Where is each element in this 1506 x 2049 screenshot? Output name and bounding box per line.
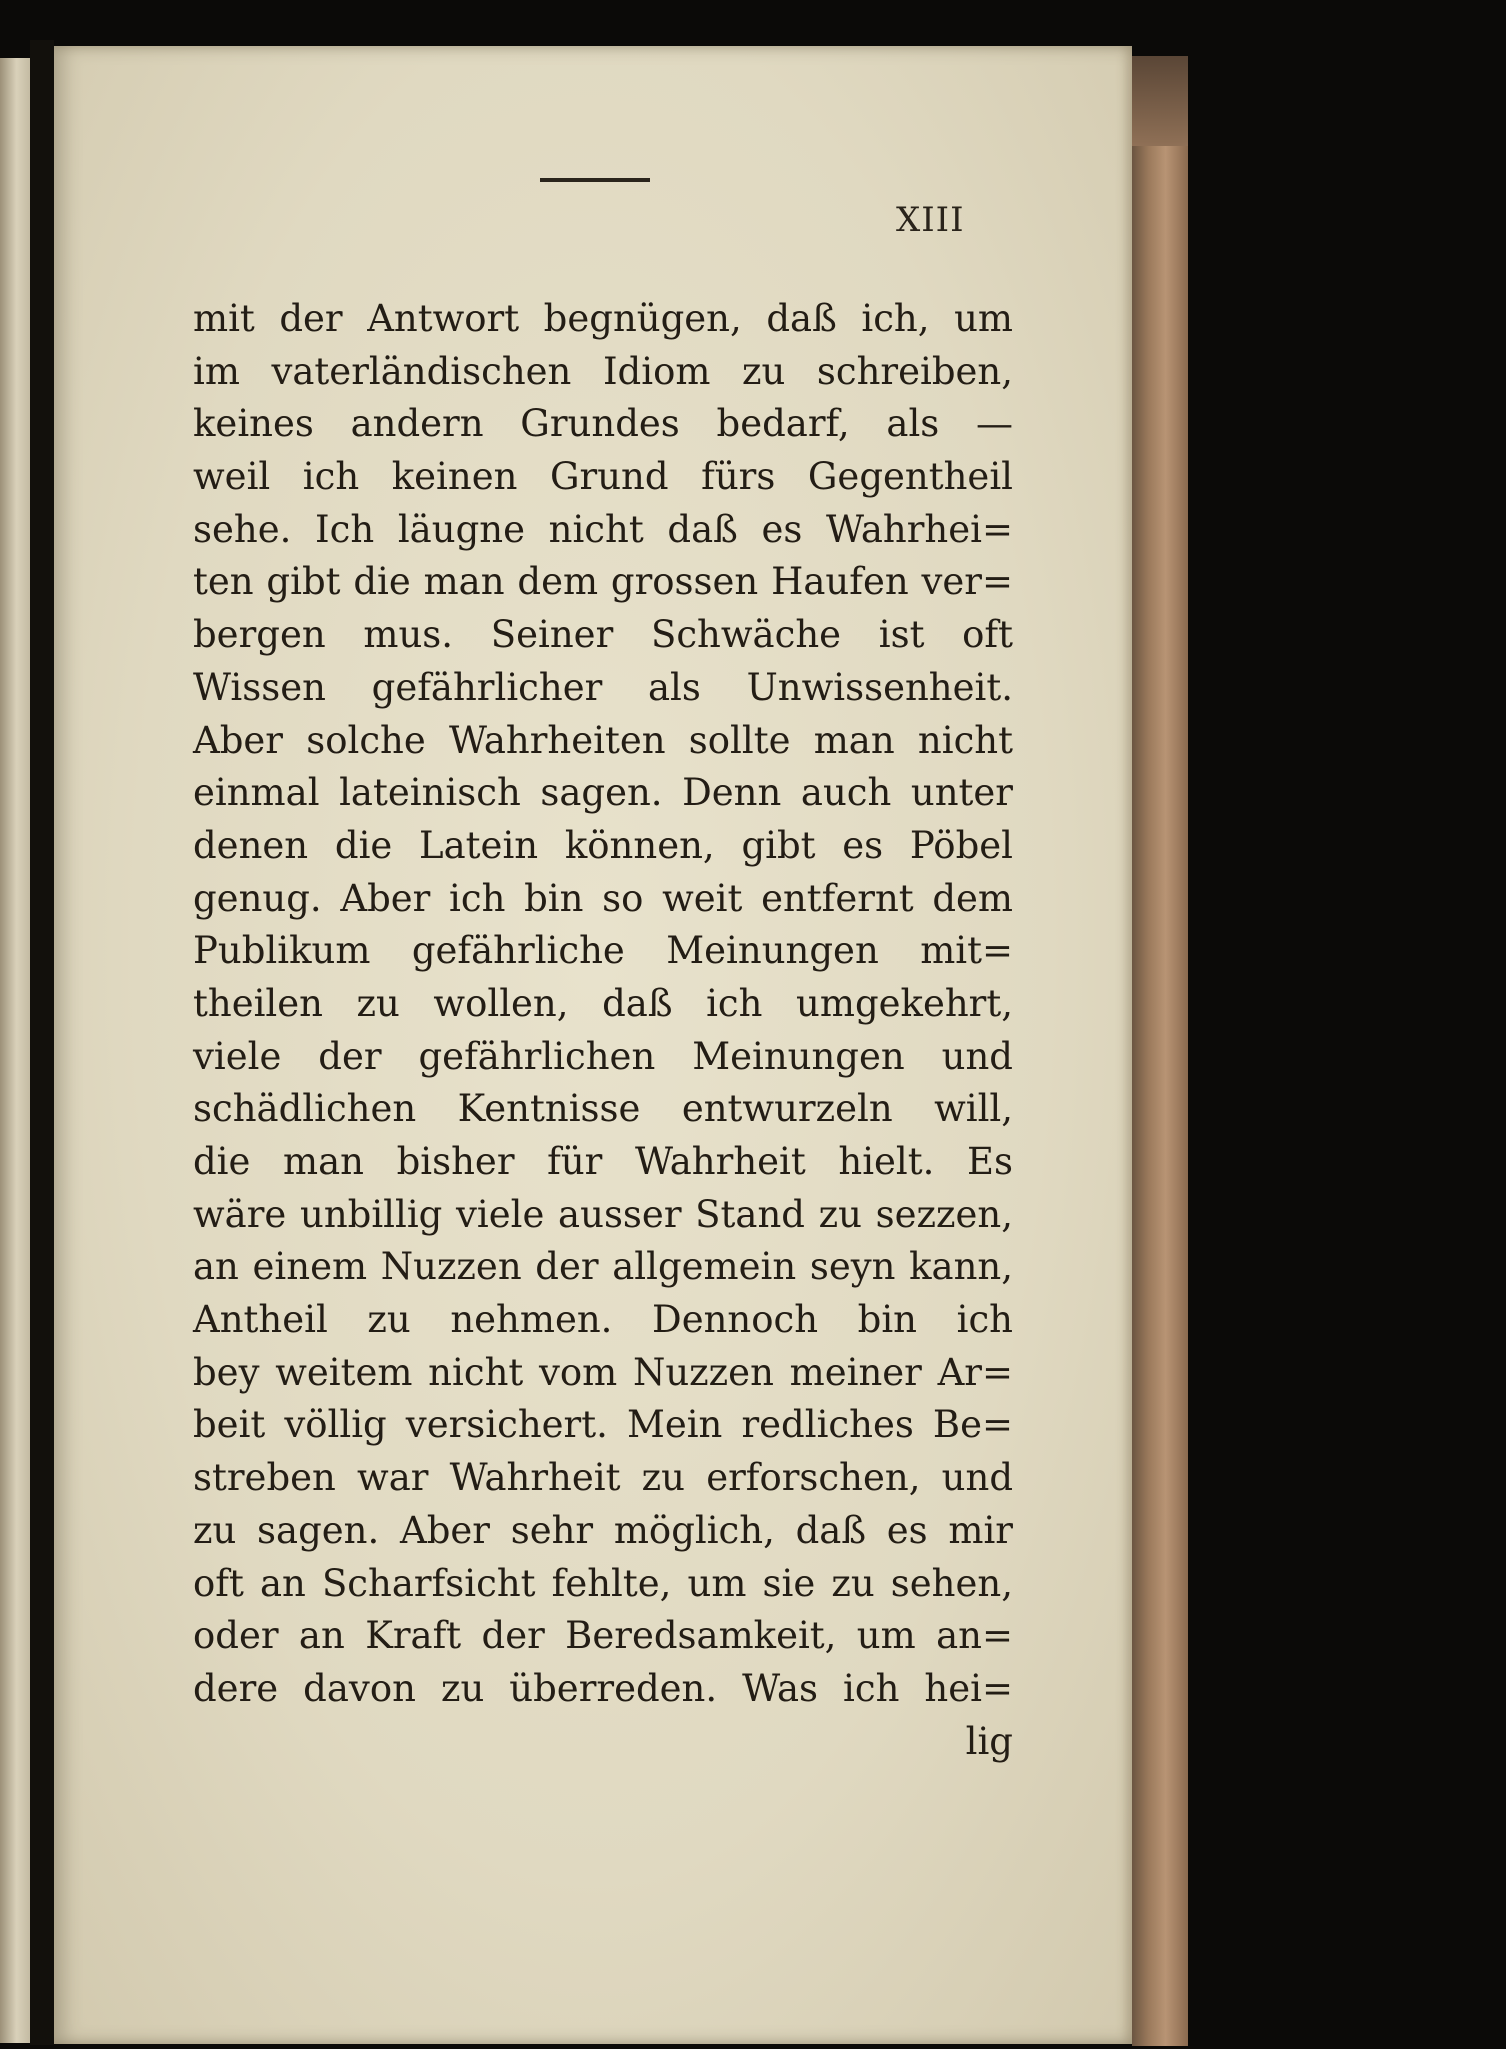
book-cover-corner <box>1132 56 1188 146</box>
text-line: oder an Kraft der Beredsamkeit, um an= <box>193 1614 1013 1658</box>
text-line: Aber solche Wahrheiten sollte man nicht <box>193 718 1013 762</box>
text-line: viele der gefährlichen Meinungen und <box>193 1034 1013 1078</box>
text-line: streben war Wahrheit zu erforschen, und <box>193 1456 1013 1500</box>
text-line: sehe. Ich läugne nicht daß es Wahrhei= <box>193 507 1013 551</box>
text-line: genug. Aber ich bin so weit entfernt dem <box>193 876 1013 920</box>
text-line: die man bisher für Wahrheit hielt. Es <box>193 1140 1013 1183</box>
text-line: bey weitem nicht vom Nuzzen meiner Ar= <box>193 1350 1013 1394</box>
header-rule <box>540 178 650 182</box>
text-line: schädlichen Kentnisse entwurzeln will, <box>193 1087 1013 1131</box>
book-cover-edge <box>1132 56 1188 2046</box>
book-gutter <box>30 40 54 2045</box>
text-line: Wissen gefährlicher als Unwissenheit. <box>193 665 1013 709</box>
body-text <box>193 293 1013 1768</box>
text-line: weil ich keinen Grund fürs Gegentheil <box>193 455 1013 499</box>
text-line: wäre unbillig viele ausser Stand zu sezzen, <box>193 1192 1013 1236</box>
text-line: im vaterländischen Idiom zu schreiben, <box>193 349 1013 393</box>
text-line: denen die Latein können, gibt es Pöbel <box>193 823 1013 867</box>
text-line: dere davon zu überreden. Was ich hei= <box>193 1666 1013 1710</box>
text-line: keines andern Grundes bedarf, als — <box>193 402 1013 446</box>
text-line: an einem Nuzzen der allgemein seyn kann, <box>193 1245 1013 1289</box>
text-line: bergen mus. Seiner Schwäche ist oft <box>193 613 1013 657</box>
text-line: Antheil zu nehmen. Dennoch bin ich <box>193 1298 1013 1342</box>
catchword: lig <box>965 1719 1013 1763</box>
text-line: Publikum gefährliche Meinungen mit= <box>193 929 1013 973</box>
text-line: mit der Antwort begnügen, daß ich, um <box>193 297 1013 340</box>
text-line: einmal lateinisch sagen. Denn auch unter <box>193 771 1013 815</box>
text-line: beit völlig versichert. Mein redliches Be= <box>193 1403 1013 1447</box>
page-number: XIII <box>896 200 965 240</box>
text-line: ten gibt die man dem grossen Haufen ver= <box>193 560 1013 604</box>
text-line: oft an Scharfsicht fehlte, um sie zu sehen, <box>193 1561 1013 1605</box>
text-line: zu sagen. Aber sehr möglich, daß es mir <box>193 1508 1013 1552</box>
facing-page-edge <box>0 58 30 2043</box>
text-line: theilen zu wollen, daß ich umgekehrt, <box>193 981 1013 1025</box>
